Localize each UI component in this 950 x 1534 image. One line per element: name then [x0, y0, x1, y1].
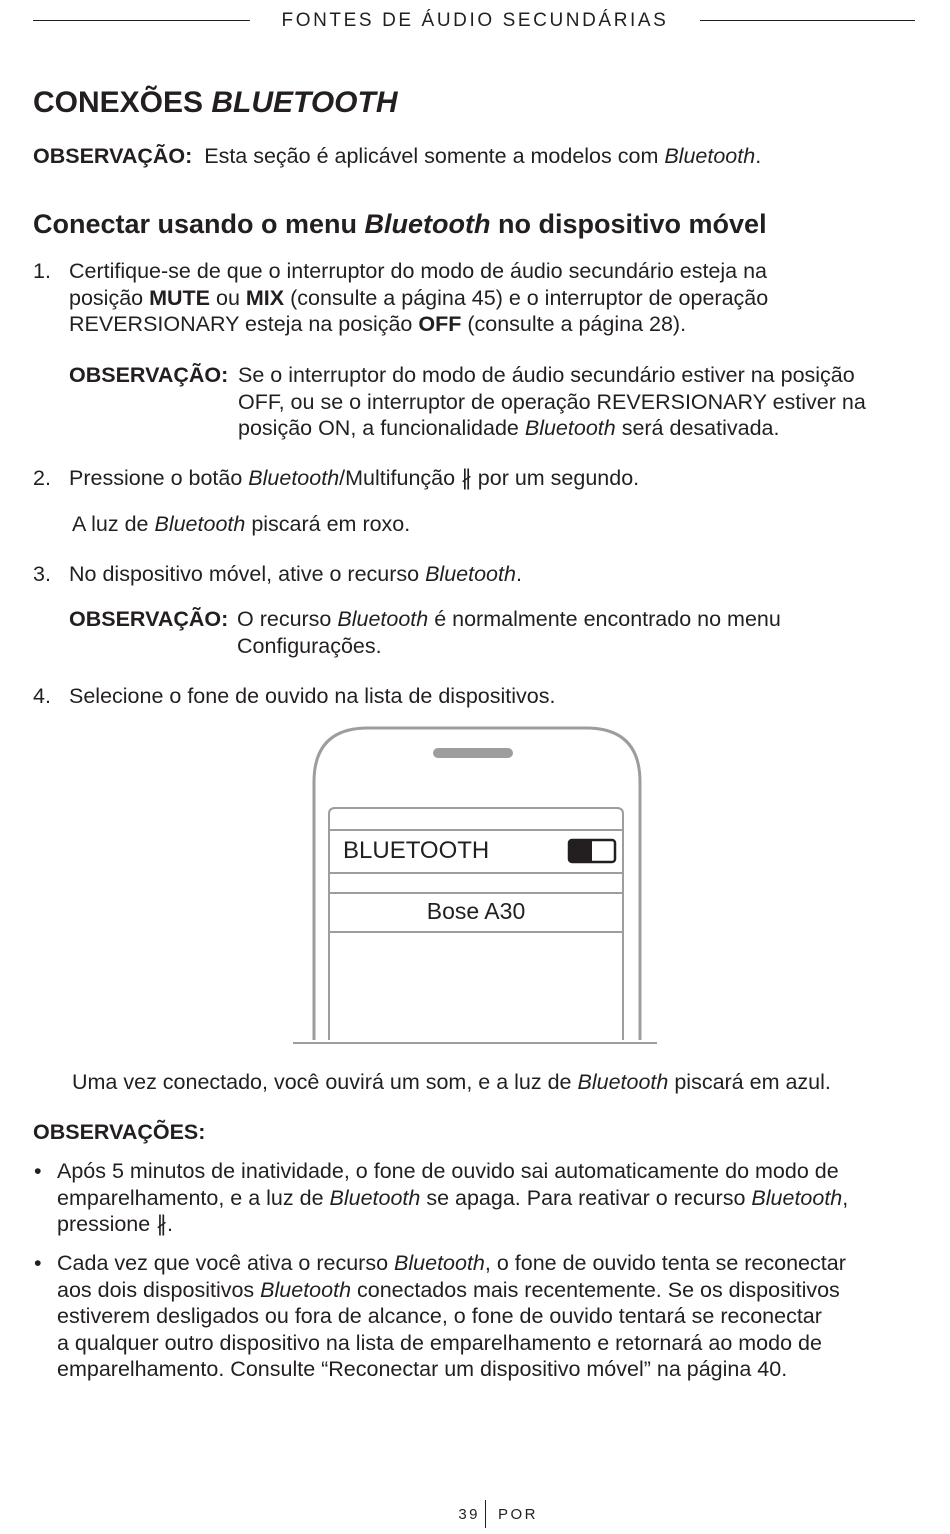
phone-outline: [314, 728, 640, 1040]
bluetooth-icon: ∦: [156, 1212, 167, 1236]
bullet-2-text: Cada vez que você ativa o recurso Bluetooth, o fone de ouvido tenta se reconectar aos dois dispositivos Bluetooth conectados mais recentemente. Se os dispositivos estiverem desligados ou fora de alcance, o fone de ouvido tentará se reconectar a qualquer outro dispositivo na lista de emparelhamento e retornará ao modo de emparelhamento. Consulte “Reconectar um dispositivo móvel” na página 40.: [57, 1251, 846, 1381]
step-2-text: Pressione o botão Bluetooth/Multifunção ∦ por um segundo.: [69, 466, 640, 490]
step-3-text: No dispositivo móvel, ative o recurso Bluetooth.: [69, 562, 522, 586]
header-rule-right: [700, 20, 915, 21]
step-1-number: 1.: [33, 259, 51, 283]
section-heading: Conectar usando o menu Bluetooth no dispositivo móvel: [33, 209, 767, 239]
device-list-item[interactable]: Bose A30: [426, 898, 526, 924]
step-3-note-label: OBSERVAÇÃO:: [69, 607, 229, 631]
step-3-note-text: O recurso Bluetooth é normalmente encontrado no menu Configurações.: [237, 607, 781, 658]
page-number: 39: [458, 1506, 480, 1523]
step-2-number: 2.: [33, 466, 51, 490]
step-1-note-label: OBSERVAÇÃO:: [69, 363, 229, 387]
phone-illustration: [290, 722, 660, 1047]
bullet-1-text: Após 5 minutos de inatividade, o fone de ouvido sai automaticamente do modo de emparelhamento, e a luz de Bluetooth se apaga. Para reativar o recurso Bluetooth, pressione ∦.: [57, 1159, 849, 1236]
toggle-knob: [570, 841, 592, 861]
section-title: FONTES DE ÁUDIO SECUNDÁRIAS: [281, 10, 669, 31]
footer-divider: [485, 1500, 486, 1528]
notes-label: OBSERVAÇÕES:: [33, 1120, 206, 1144]
bluetooth-setting-label: BLUETOOTH: [343, 837, 490, 864]
intro-note: OBSERVAÇÃO: Esta seção é aplicável somente a modelos com Bluetooth.: [33, 144, 762, 168]
step-4-text: Selecione o fone de ouvido na lista de dispositivos.: [69, 684, 556, 708]
step-1-text: Certifique-se de que o interruptor do modo de áudio secundário esteja na posição MUTE ou MIX (consulte a página 45) e o interruptor de operação REVERSIONARY esteja na posição OFF (consulte a página 28).: [69, 259, 769, 336]
phone-speaker: [433, 748, 513, 758]
bluetooth-icon: ∦: [461, 466, 472, 490]
step-4-number: 4.: [33, 684, 51, 708]
step-1-note-text: Se o interruptor do modo de áudio secundário estiver na posição OFF, ou se o interruptor de operação REVERSIONARY estiver na posição ON, a funcionalidade Bluetooth será desativada.: [238, 363, 866, 440]
bluetooth-toggle[interactable]: [569, 840, 615, 862]
language-code: POR: [498, 1506, 539, 1523]
step-3-number: 3.: [33, 562, 51, 586]
page-title: CONEXÕES BLUETOOTH: [33, 86, 398, 119]
phone-drawing: [290, 722, 660, 1047]
bullet-1-marker: •: [34, 1159, 42, 1183]
step-2-result: A luz de Bluetooth piscará em roxo.: [72, 512, 411, 536]
connected-result: Uma vez conectado, você ouvirá um som, e a luz de Bluetooth piscará em azul.: [72, 1070, 831, 1094]
bullet-2-marker: •: [34, 1251, 42, 1275]
